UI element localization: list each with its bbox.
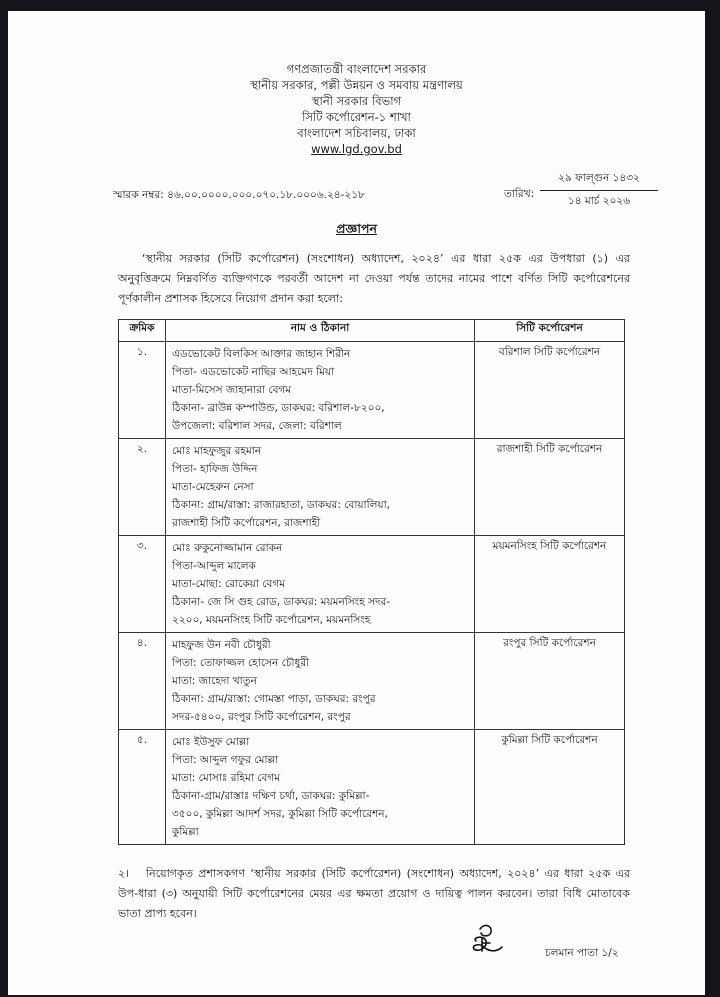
row-name-address: [166, 342, 475, 439]
signature-icon: [466, 923, 506, 959]
row-serial: ২.: [119, 439, 166, 536]
page-continuation: চলমান পাতা ১/২: [545, 947, 619, 959]
table-header-row: [119, 320, 625, 342]
clause-number: ২।: [118, 867, 130, 880]
appointee-name: মোঃ মাহফুজুর রহমান: [172, 445, 262, 457]
letterhead-line: স্থানীয় সরকার, পল্লী উন্নয়ন ও সমবায় মন্ত্রণালয়: [250, 78, 463, 92]
appointee-detail-line: পিতা- এডভোকেট নাছির আহমেদ মিয়া: [172, 366, 335, 378]
appointee-detail-line: রাজশাহী সিটি কর্পোরেশন, রাজশাহী: [172, 517, 321, 529]
row-corporation: রাজশাহী সিটি কর্পোরেশন: [475, 439, 625, 536]
appointee-detail-line: ২২০০, ময়মনসিংহ সিটি কর্পোরেশন, ময়মনসিংহ: [172, 614, 371, 626]
appointee-detail-line: ঠিকানা- জে সি গুহ রোড, ডাকঘর: ময়মনসিংহ সদর-: [172, 596, 391, 608]
row-serial: ১.: [119, 342, 166, 439]
memo-number: ৪৬.০০.০০০০.০০০.০৭০.১৮.০০০৬.২৪-২১৮: [167, 189, 365, 201]
appointee-detail-line: পিতা-আব্দুল মালেক: [172, 560, 256, 572]
appointee-detail-line: ঠিকানা: গ্রাম/রাস্তা: রাজারহাতা, ডাকঘর: বোয়ালিয়া,: [172, 499, 390, 511]
row-corporation: রংপুর সিটি কর্পোরেশন: [475, 633, 625, 730]
row-name-address: [166, 536, 475, 633]
date-fraction: [540, 171, 658, 211]
date-label: তারিখ:: [504, 188, 535, 200]
letterhead-line: বাংলাদেশ সচিবালয়, ঢাকা: [297, 126, 416, 140]
date-bengali: ২৯ ফাল্গুন ১৪৩২: [540, 171, 658, 191]
appointee-detail-line: ঠিকানা-গ্রাম/রাস্তাঃ দক্ষিণ চর্থা, ডাকঘর: কুমিল্লা-: [172, 790, 370, 802]
row-serial: ৪.: [119, 633, 166, 730]
appointee-detail-line: ৩৫০০, কুমিল্লা আদর্শ সদর, কুমিল্লা সিটি কর্পোরেশন,: [172, 808, 388, 820]
row-name-address: [166, 633, 475, 730]
clause-2-paragraph: [118, 864, 630, 924]
appointee-detail-line: পিতা- হাফিজ উদ্দিন: [172, 463, 258, 475]
table-row: [119, 730, 625, 845]
letterhead: [8, 61, 705, 157]
appointee-detail-line: মাতা-মিসেস জাহানারা বেগম: [172, 384, 292, 396]
website-link[interactable]: www.lgd.gov.bd: [311, 142, 402, 156]
memo-label: স্মারক নম্বর:: [113, 189, 164, 201]
intro-paragraph: ‘স্থানীয় সরকার (সিটি কর্পোরেশন) (সংশোধন) অধ্যাদেশ, ২০২৪’ এর ধারা ২৫ক এর উপধারা (১) এর অনুবৃত্তিক্রমে নিম্নবর্ণিত ব্যক্তিগণকে পরবর্তী আদেশ না দেওয়া পর্যন্ত তাদের নামের পাশে বর্ণিত সিটি কর্পোরেশনের পূর্ণকালীন প্রশাসক হিসেবে নিয়োগ প্রদান করা হলো:: [118, 252, 630, 305]
date-gregorian: ১৪ মার্চ ২০২৬: [567, 195, 631, 207]
appointee-name: মোঃ ইউসুফ মোল্লা: [172, 736, 250, 748]
appointee-name: মোঃ রুকুনোজ্জামান রোকন: [172, 542, 283, 554]
clause-text: নিয়োগকৃত প্রশাসকগণ ‘স্থানীয় সরকার (সিটি কর্পোরেশন) (সংশোধন) অধ্যাদেশ, ২০২৪’ এর ধারা ২৫ক এর উপ-ধারা (৩) অনুযায়ী সিটি কর্পোরেশনের মেয়র এর ক্ষমতা প্রয়োগ ও দায়িত্ব পালন করবেন। তারা বিধি মোতাবেক ভাতা প্রাপ্য হবেন।: [118, 867, 630, 920]
appointee-detail-line: পিতা: তোফাজ্জল হোসেন চৌধুরী: [172, 657, 310, 669]
appointee-detail-line: পিতা: আব্দুল গফুর মোল্লা: [172, 754, 279, 766]
column-header-serial: ক্রমিক: [119, 320, 166, 342]
appointments-table: [118, 319, 625, 845]
table-row: [119, 439, 625, 536]
row-name-address: [166, 439, 475, 536]
document-page: [8, 11, 705, 995]
letterhead-line: সিটি কর্পোরেশন-১ শাখা: [302, 110, 411, 124]
row-corporation: ময়মনসিংহ সিটি কর্পোরেশন: [475, 536, 625, 633]
appointee-detail-line: মাতা-মোছা: রোকেয়া বেগম: [172, 578, 286, 590]
column-header-corporation: সিটি কর্পোরেশন: [475, 320, 625, 342]
appointee-detail-line: সদর-৫৪০০, রংপুর সিটি কর্পোরেশন, রংপুর: [172, 711, 351, 723]
appointee-detail-line: মাতা: মোসাঃ রহিমা বেগম: [172, 772, 281, 784]
appointee-detail-line: কুমিল্লা: [172, 826, 199, 838]
appointee-detail-line: ঠিকানা- ব্রাউন্ন কম্পাউন্ড, ডাকঘর: বরিশাল-৮২০০,: [172, 402, 385, 414]
appointee-name: এডভোকেট বিলকিস আক্তার জাহান শিরীন: [172, 348, 351, 360]
appointee-detail-line: মাতা-মেহেরুন নেসা: [172, 481, 254, 493]
row-name-address: [166, 730, 475, 845]
document-title: প্রজ্ঞাপন: [336, 221, 377, 236]
appointee-name: মাহফুজ উন নবী চৌধুরী: [172, 639, 271, 651]
memo-number-line: [113, 188, 365, 205]
row-serial: ৩.: [119, 536, 166, 633]
row-corporation: বরিশাল সিটি কর্পোরেশন: [475, 342, 625, 439]
appointee-detail-line: মাতা: জাহেদা খাতুন: [172, 675, 257, 687]
letterhead-line: গণপ্রজাতন্ত্রী বাংলাদেশ সরকার: [286, 62, 427, 76]
appointee-detail-line: ঠিকানা: গ্রাম/রাস্তা: গোমস্তা পাড়া, ডাকঘর: রংপুর: [172, 693, 376, 705]
table-row: [119, 536, 625, 633]
column-header-name-address: নাম ও ঠিকানা: [166, 320, 475, 342]
table-row: [119, 342, 625, 439]
row-serial: ৫.: [119, 730, 166, 845]
table-row: [119, 633, 625, 730]
appointee-detail-line: উপজেলা: বরিশাল সদর, জেলা: বরিশাল: [172, 420, 342, 432]
letterhead-line: স্থানী সরকার বিভাগ: [311, 94, 402, 108]
row-corporation: কুমিল্লা সিটি কর্পোরেশন: [475, 730, 625, 845]
